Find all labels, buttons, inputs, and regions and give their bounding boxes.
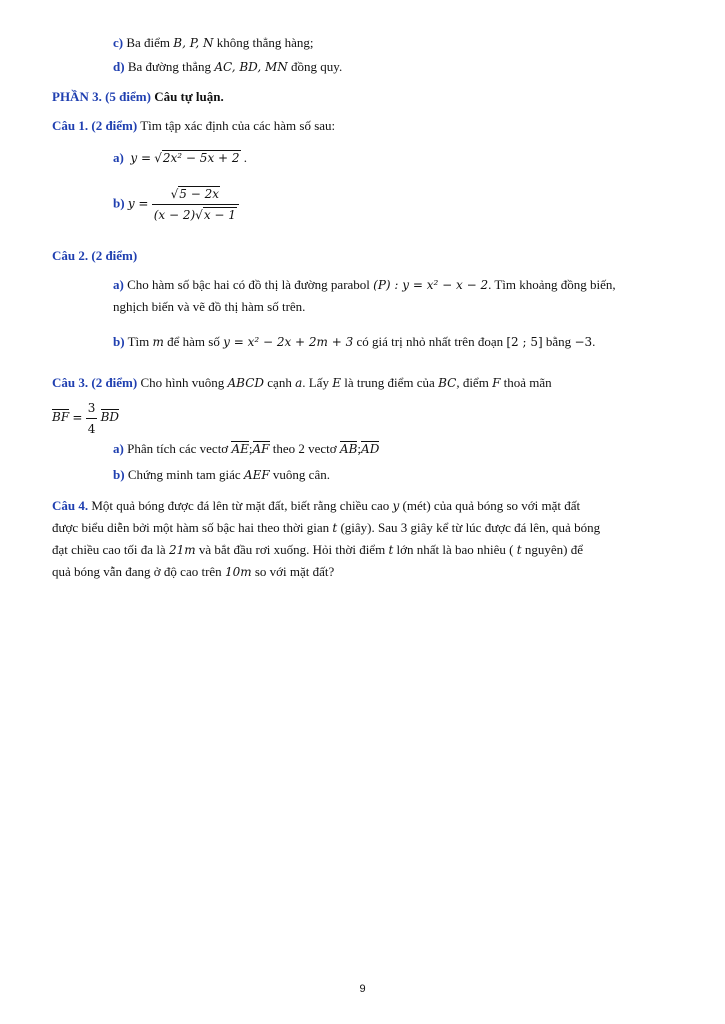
question-3-vector-equation (52, 398, 119, 439)
part-label: a) (113, 277, 124, 292)
math-expression: y = x² − 2x + 2m + 3 (223, 335, 354, 349)
math-variable: 21m (168, 543, 196, 557)
part-label: a) (113, 441, 124, 456)
math-end: . (243, 150, 248, 165)
question-2b (113, 333, 595, 351)
question-text: thoả mãn (503, 375, 552, 390)
part-label: b) (113, 334, 125, 349)
question-text: , điểm (456, 375, 489, 390)
fraction-numerator: 3 (86, 398, 98, 419)
question-text: (giây). Sau 3 giây kể từ lúc được đá lên, quả bóng (340, 520, 601, 535)
question-text: và bắt đầu rơi xuống. Hỏi thời điểm (198, 542, 386, 557)
question-1-heading (52, 117, 335, 135)
math-lhs: y = (130, 151, 151, 165)
option-text: Ba điểm (126, 35, 171, 50)
question-text: lớn nhất là bao nhiêu ( (396, 542, 514, 557)
question-text: Cho hình vuông (140, 375, 225, 390)
vector: AF (252, 442, 270, 456)
question-label: Câu 3. (2 điểm) (52, 375, 138, 390)
math-variable: y (392, 499, 400, 513)
question-text: Phân tích các vectơ (127, 441, 229, 456)
math-value: −3 (574, 335, 593, 349)
math-end: . (592, 334, 596, 349)
vector: BD (100, 410, 120, 425)
vector: AB (339, 442, 358, 456)
math-operator: = (72, 410, 83, 425)
sqrt-radicand: 2x² − 5x + 2 (162, 151, 240, 165)
question-text: vuông cân. (272, 467, 330, 482)
question-text: (mét) của quả bóng so với mặt đất (402, 498, 581, 513)
vector: BF (52, 410, 70, 425)
question-text: nguyên) để (524, 542, 583, 557)
math-interval: [2 ; 5] (506, 335, 543, 349)
question-text: Cho hàm số bậc hai có đồ thị là đường parabol (127, 277, 370, 292)
page-number: 9 (359, 983, 366, 995)
question-text: theo 2 vectơ (272, 441, 337, 456)
math-lhs: y = (127, 196, 149, 211)
question-text: có giá trị nhỏ nhất trên đoạn (356, 334, 504, 349)
math-variable: a (295, 376, 303, 390)
question-text: Một quả bóng được đá lên từ mặt đất, biết rằng chiều cao (91, 498, 390, 513)
math-expression: (P) : y = x² − x − 2 (373, 278, 489, 292)
math-variable: m (152, 335, 164, 349)
math-variable: ABCD (227, 376, 265, 390)
question-text: . Tìm khoảng đồng biến, (488, 277, 616, 292)
option-text: không thẳng hàng; (216, 35, 314, 50)
question-text: để hàm số (167, 334, 220, 349)
question-label: Câu 1. (2 điểm) (52, 118, 138, 133)
fraction-denominator: 4 (87, 422, 96, 436)
question-label: Câu 2. (2 điểm) (52, 248, 138, 263)
option-d (113, 58, 342, 76)
question-text: Tìm (127, 334, 150, 349)
question-3-line1 (52, 372, 690, 394)
math-expression: AC, BD, MN (214, 60, 288, 74)
question-text: so với mặt đất? (254, 564, 335, 579)
math-expression: B, P, N (173, 36, 214, 50)
part-label: b) (113, 195, 125, 211)
separator: ; (248, 441, 253, 456)
question-text: nghịch biến và vẽ đồ thị hàm số trên. (113, 299, 306, 314)
math-variable: t (516, 543, 522, 557)
part-label: b) (113, 467, 125, 482)
math-variable: BC (438, 376, 457, 390)
math-variable: t (332, 521, 338, 535)
question-text: được biểu diễn bởi một hàm số bậc hai theo thời gian (52, 520, 330, 535)
fraction (86, 398, 98, 439)
question-3b (113, 466, 330, 484)
question-text: quả bóng vẫn đang ở độ cao trên (52, 564, 222, 579)
math-variable: E (332, 376, 341, 390)
question-4 (52, 495, 600, 583)
part-label: a) (113, 150, 124, 165)
math-variable: t (388, 543, 394, 557)
vector: AE (231, 442, 249, 456)
fraction (152, 184, 239, 225)
option-label: c) (113, 35, 124, 50)
question-text: là trung điểm của (344, 375, 435, 390)
math-variable: AEF (243, 468, 270, 482)
section-heading (52, 88, 224, 106)
fraction-denominator: (x − 2)√x − 1 (153, 208, 236, 222)
question-1a: a) y = √2x² − 5x + 2 . (113, 150, 248, 165)
question-text: Chứng minh tam giác (127, 467, 241, 482)
question-1b (113, 184, 239, 225)
math-variable: 10m (224, 565, 252, 579)
question-text: Tìm tập xác định của các hàm số sau: (140, 118, 336, 133)
section-subtitle: Câu tự luận. (154, 89, 224, 104)
question-text: đạt chiều cao tối đa là (52, 542, 166, 557)
question-text: bằng (545, 334, 572, 349)
question-3a (113, 440, 379, 458)
fraction-numerator: √5 − 2x (152, 184, 239, 205)
question-text: . Lấy (302, 375, 329, 390)
question-label: Câu 4. (52, 498, 89, 513)
separator: ; (357, 441, 362, 456)
question-2-heading (52, 247, 137, 265)
option-label: d) (113, 59, 125, 74)
math-variable: F (492, 376, 501, 390)
vector: AD (361, 442, 380, 456)
option-text: Ba đường thẳng (127, 59, 212, 74)
option-text: đồng quy. (291, 59, 343, 74)
question-text: cạnh (267, 375, 292, 390)
section-title: PHẦN 3. (5 điểm) (52, 89, 151, 104)
question-2a (113, 274, 690, 318)
option-c (113, 34, 314, 52)
